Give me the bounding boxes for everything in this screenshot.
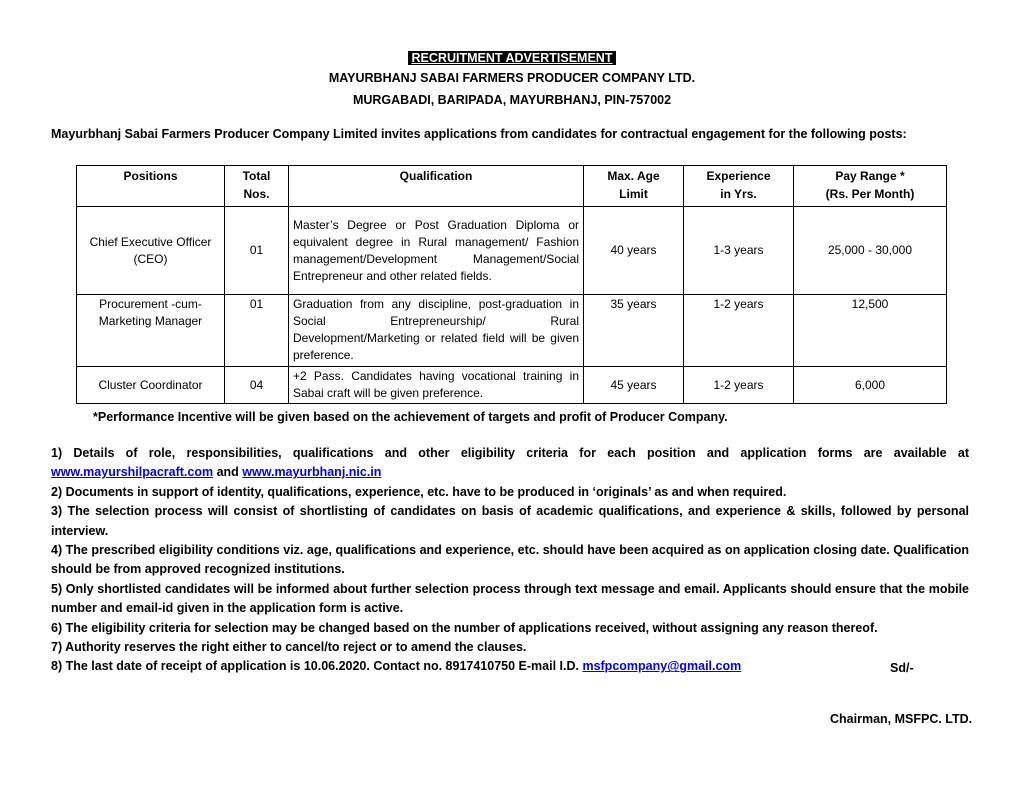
link-mayurbhanj-nic[interactable]: www.mayurbhanj.nic.in	[242, 465, 382, 480]
column-header-age	[584, 166, 684, 207]
cell-position: Cluster Coordinator	[77, 367, 225, 404]
document-title-text: RECRUITMENT ADVERTISEMENT	[408, 51, 617, 65]
position-line1: Procurement -cum-	[99, 297, 202, 311]
header-qualification-label: Qualification	[399, 169, 473, 183]
cell-total: 01	[225, 295, 289, 367]
table-row	[77, 207, 947, 295]
table-row	[77, 367, 947, 404]
table-header-row	[77, 166, 947, 207]
instruction-item: 5) Only shortlisted candidates will be informed about further selection process through text message and email. Applicants should ensure that the mobile number and email-id given in the application form is active.	[51, 581, 969, 616]
cell-pay: 6,000	[794, 367, 947, 404]
incentive-note: *Performance Incentive will be given based on the achievement of targets and profit of Producer Company.	[93, 410, 728, 424]
header-pay-line1: Pay Range *	[835, 169, 905, 183]
signatory-title: Chairman, MSFPC. LTD.	[830, 712, 973, 726]
cell-qualification: +2 Pass. Candidates having vocational training in Sabai craft will be given preference.	[289, 367, 584, 404]
cell-qualification: Master’s Degree or Post Graduation Diploma or equivalent degree in Rural management/ Fashion management/Development Management/Social Entrepreneur and other related fields.	[289, 207, 584, 295]
intro-paragraph: Mayurbhanj Sabai Farmers Producer Company Limited invites applications from candidates for contractual engagement for the following posts:	[51, 127, 907, 141]
instruction-8-text: 8) The last date of receipt of application is 10.06.2020. Contact no. 8917410750 E-mail I.D.	[51, 659, 583, 674]
cell-age: 35 years	[584, 295, 684, 367]
instructions-list	[51, 444, 969, 677]
header-positions-label: Positions	[123, 169, 178, 183]
cell-total: 01	[225, 207, 289, 295]
contact-email-link[interactable]: msfpcompany@gmail.com	[582, 659, 742, 674]
cell-position	[77, 207, 225, 295]
cell-position	[77, 295, 225, 367]
header-exp-line2: in Yrs.	[720, 187, 757, 201]
instruction-item: 4) The prescribed eligibility conditions viz. age, qualifications and experience, etc. should have been acquired as on application closing date. Qualification should be from approved recognized institutions.	[51, 543, 969, 577]
company-address: MURGABADI, BARIPADA, MAYURBHANJ, PIN-757002	[352, 93, 672, 107]
cell-age: 45 years	[584, 367, 684, 404]
column-header-pay	[794, 166, 947, 207]
cell-pay: 12,500	[794, 295, 947, 367]
instruction-1-text: 1) Details of role, responsibilities, qualifications and other eligibility criteria for each position and application forms are available at	[51, 446, 969, 460]
position-line1: Chief Executive Officer	[89, 234, 212, 249]
cell-age: 40 years	[584, 207, 684, 295]
column-header-total	[225, 166, 289, 207]
instruction-item: 6) The eligibility criteria for selection may be changed based on the number of applications received, without assigning any reason thereof.	[51, 620, 878, 635]
header-age-line2: Limit	[619, 187, 648, 201]
column-header-positions	[77, 166, 225, 207]
posts-table	[76, 165, 947, 404]
instruction-item: 7) Authority reserves the right either to cancel/to reject or to amend the clauses.	[51, 640, 527, 655]
column-header-experience	[684, 166, 794, 207]
cell-experience: 1-3 years	[684, 207, 794, 295]
header-pay-line2: (Rs. Per Month)	[825, 187, 915, 201]
instruction-item	[51, 444, 969, 483]
position-line2: Marketing Manager	[98, 314, 203, 328]
cell-total: 04	[225, 367, 289, 404]
position-line2: (CEO)	[133, 251, 168, 266]
company-name: MAYURBHANJ SABAI FARMERS PRODUCER COMPANY LTD.	[328, 71, 696, 85]
cell-qualification: Graduation from any discipline, post-graduation in Social Entrepreneurship/ Rural Development/Marketing or related field will be given preference.	[289, 295, 584, 367]
signature-mark: Sd/-	[890, 661, 914, 675]
instruction-item	[51, 657, 969, 676]
instruction-item: 2) Documents in support of identity, qualifications, experience, etc. have to be produced in ‘originals’ as and when required.	[51, 484, 787, 499]
cell-experience: 1-2 years	[684, 295, 794, 367]
cell-experience: 1-2 years	[684, 367, 794, 404]
header-age-line1: Max. Age	[607, 169, 660, 183]
header-total-line2: Nos.	[243, 187, 270, 201]
header-total-line1: Total	[242, 169, 271, 183]
instruction-1-and: and	[213, 465, 243, 480]
header-exp-line1: Experience	[706, 169, 771, 183]
table-row	[77, 295, 947, 367]
document-title	[0, 50, 1024, 67]
cell-pay: 25,000 - 30,000	[794, 207, 947, 295]
column-header-qualification	[289, 166, 584, 207]
link-mayurshilpacraft[interactable]: www.mayurshilpacraft.com	[51, 465, 214, 480]
instruction-item: 3) The selection process will consist of shortlisting of candidates on basis of academic qualifications, and experience & skills, followed by personal interview.	[51, 504, 969, 538]
